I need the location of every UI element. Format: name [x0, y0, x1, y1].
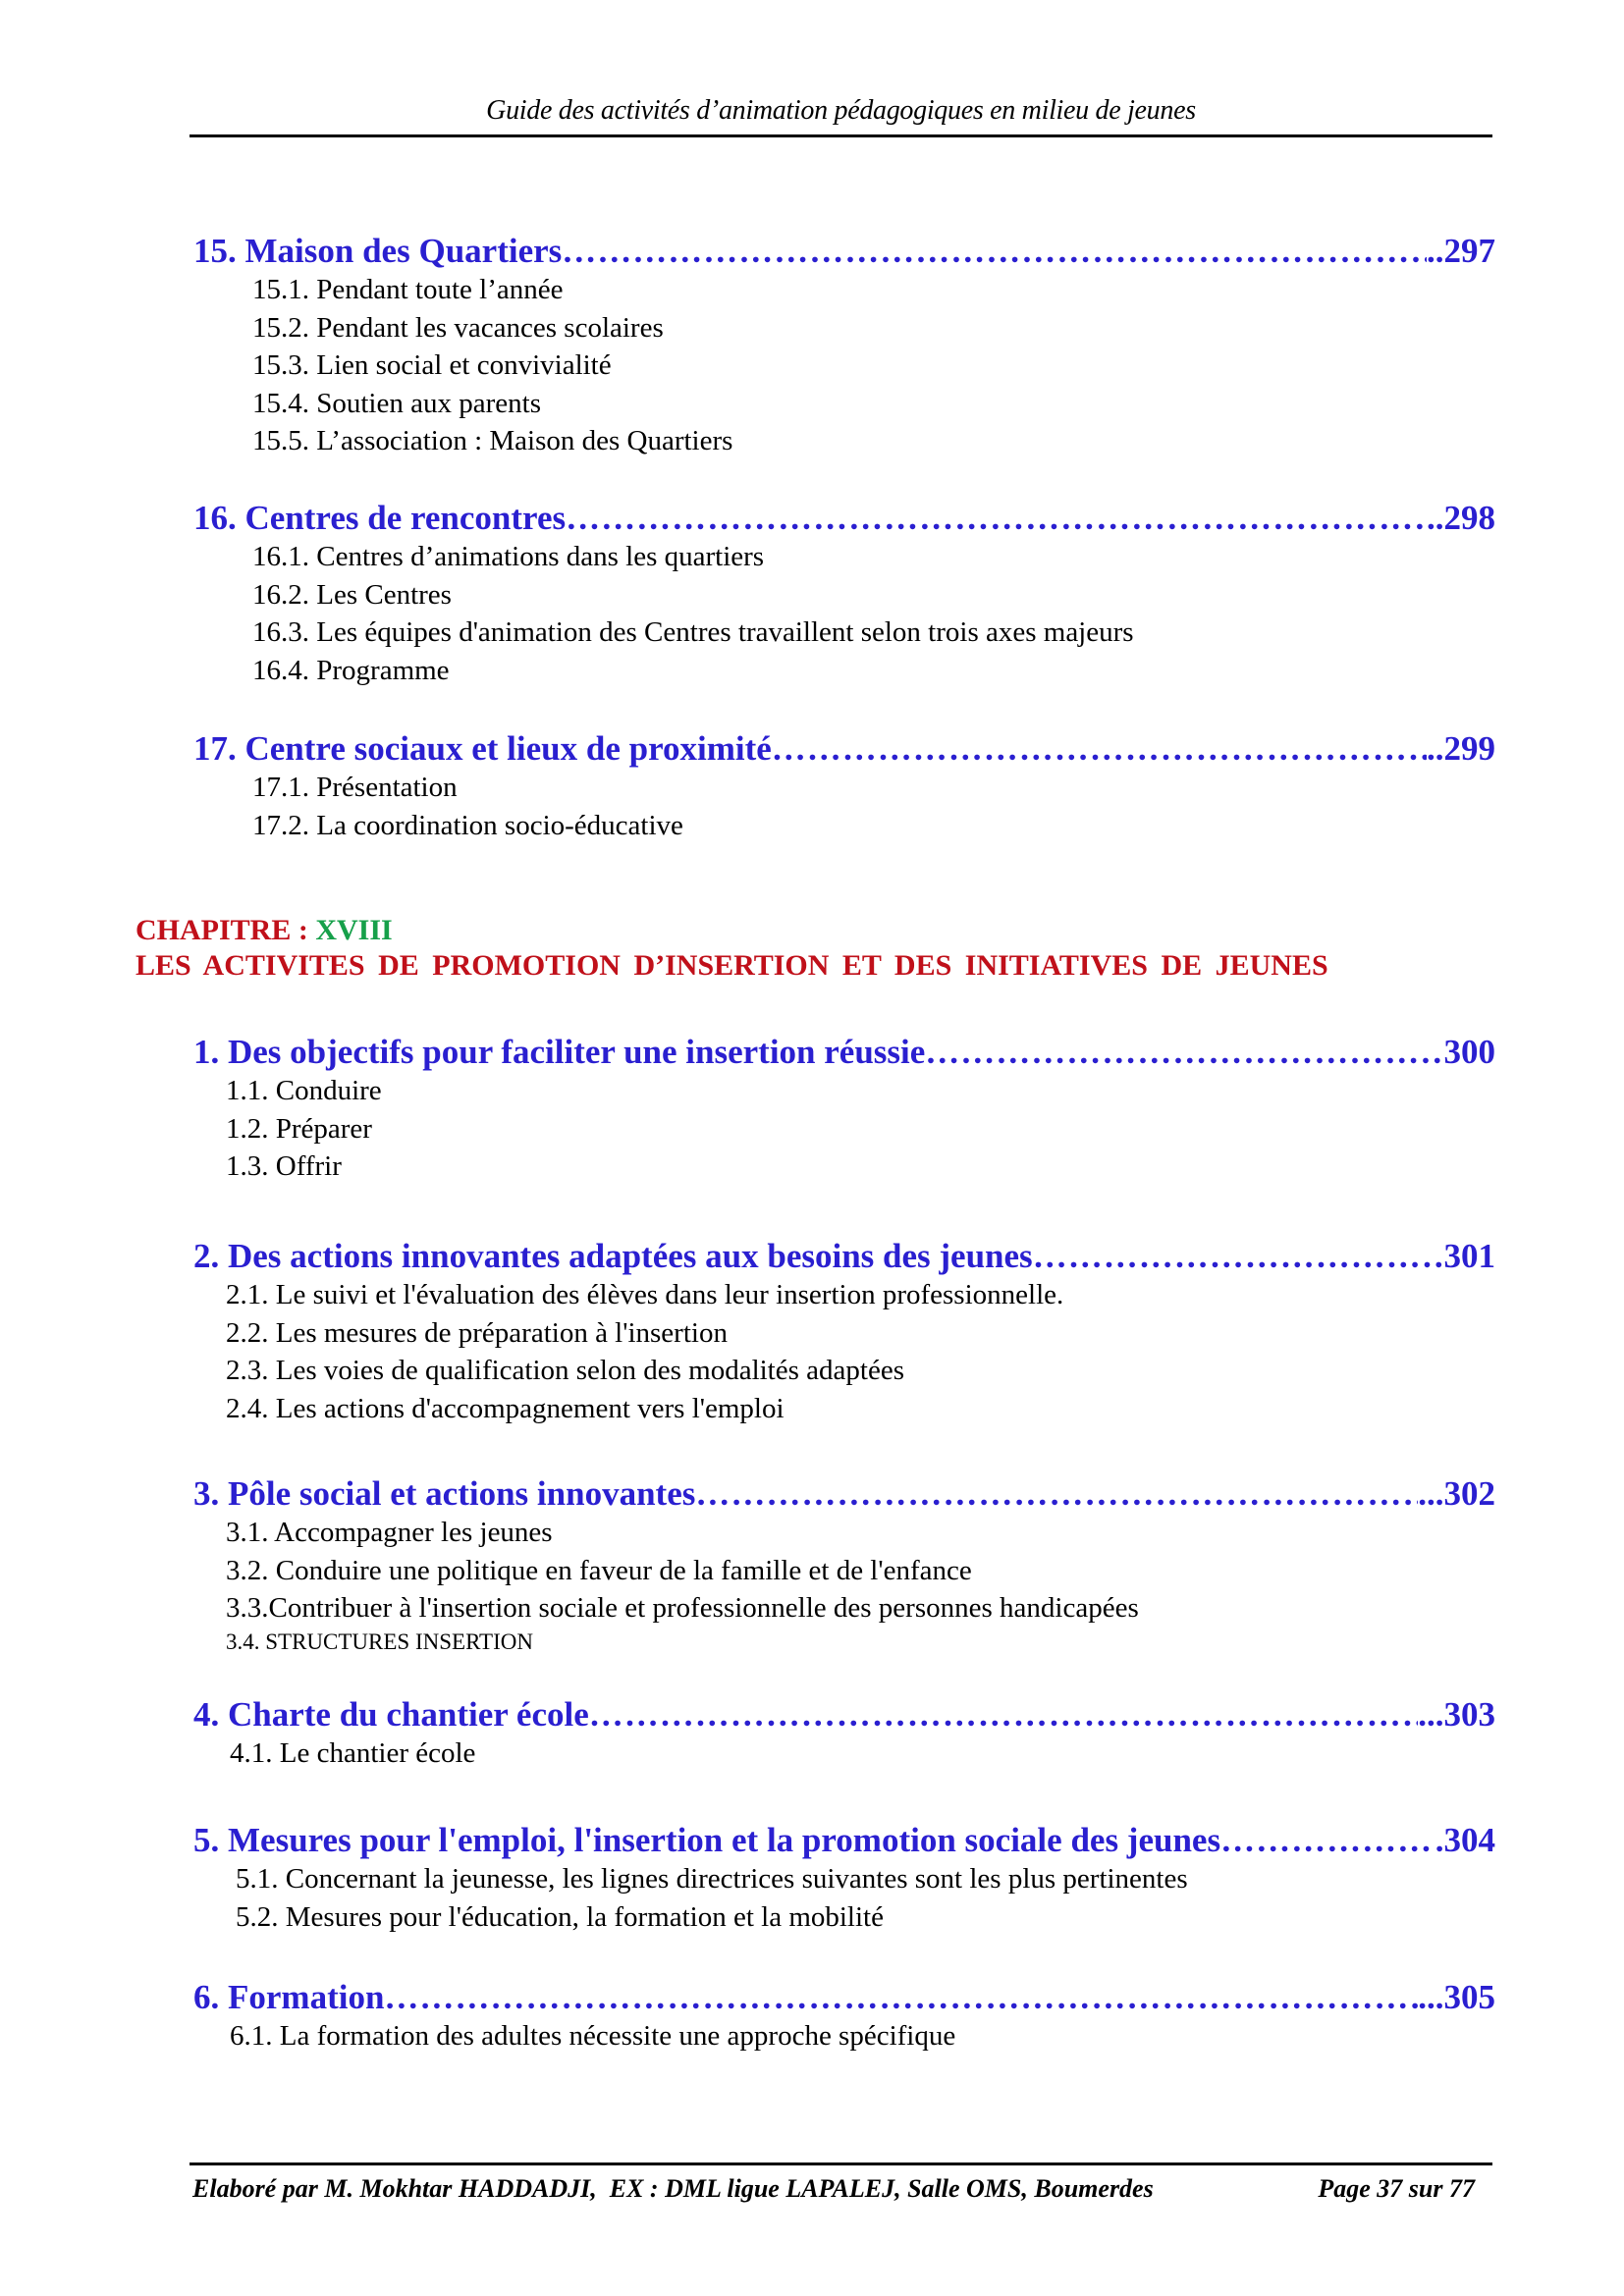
chapter-number: XVIII [315, 914, 393, 946]
footer-author: Elaboré par M. Mokhtar HADDADJI, EX : DML ligue LAPALEJ, Salle OMS, Boumerdes [192, 2174, 1154, 2203]
dot-leader [566, 499, 1427, 538]
toc-subitem[interactable]: 3.2. Conduire une politique en faveur de la famille et de l'enfance [226, 1554, 972, 1586]
toc-section-5 [193, 1821, 1495, 1936]
toc-section-16 [193, 499, 1495, 689]
toc-heading-title: 5. Mesures pour l'emploi, l'insertion et la promotion sociale des jeunes [193, 1821, 1221, 1859]
toc-subitem[interactable]: 15.4. Soutien aux parents [252, 387, 541, 419]
toc-subitems [252, 271, 1495, 460]
toc-subitems [252, 769, 1495, 844]
toc-heading-title: 2. Des actions innovantes adaptées aux besoins des jeunes [193, 1237, 1033, 1275]
toc-page-number: ...302 [1418, 1474, 1495, 1513]
toc-subitem[interactable]: 15.1. Pendant toute l’année [252, 274, 564, 305]
toc-section-2 [193, 1237, 1495, 1427]
toc-subitems [230, 1735, 1495, 1773]
toc-subitems [230, 2017, 1495, 2056]
toc-subitem[interactable]: 3.4. STRUCTURES INSERTION [226, 1629, 533, 1654]
header-divider [189, 134, 1492, 137]
toc-subitem[interactable]: 1.3. Offrir [226, 1150, 342, 1182]
chapter-heading [135, 913, 1500, 984]
toc-subitem[interactable]: 16.1. Centres d’animations dans les quartiers [252, 541, 765, 572]
toc-heading-title: 15. Maison des Quartiers [193, 232, 563, 270]
toc-subitem[interactable]: 1.1. Conduire [226, 1075, 382, 1106]
toc-page-number: .304 [1435, 1821, 1495, 1859]
toc-subitems [226, 1514, 1495, 1657]
toc-subitem[interactable]: 3.3.Contribuer à l'insertion sociale et professionnelle des personnes handicapées [226, 1592, 1139, 1624]
toc-subitem[interactable]: 5.2. Mesures pour l'éducation, la formation et la mobilité [236, 1900, 884, 1933]
toc-subitem[interactable]: 4.1. Le chantier école [230, 1737, 476, 1769]
toc-subitem[interactable]: 2.1. Le suivi et l'évaluation des élèves dans leur insertion professionnelle. [226, 1279, 1064, 1310]
toc-subitem[interactable]: 3.1. Accompagner les jeunes [226, 1517, 553, 1548]
footer-divider [189, 2163, 1492, 2165]
dot-leader [772, 729, 1427, 769]
toc-page-number: ..297 [1427, 232, 1495, 270]
toc-section-17 [193, 729, 1495, 844]
toc-page-number: ..298 [1427, 499, 1495, 537]
toc-subitem[interactable]: 17.1. Présentation [252, 772, 458, 803]
toc-subitem[interactable]: 5.1. Concernant la jeunesse, les lignes directrices suivantes sont les plus pertinentes [236, 1863, 1188, 1895]
toc-subitems [236, 1860, 1495, 1936]
dot-leader [695, 1474, 1418, 1514]
toc-heading-title: 3. Pôle social et actions innovantes [193, 1474, 696, 1513]
toc-heading-title: 1. Des objectifs pour faciliter une insertion réussie [193, 1033, 926, 1071]
toc-heading-title: 17. Centre sociaux et lieux de proximité [193, 729, 772, 768]
toc-subitem[interactable]: 16.4. Programme [252, 654, 450, 686]
toc-heading[interactable] [193, 1474, 1495, 1514]
dot-leader [1220, 1821, 1435, 1860]
page-footer [192, 2173, 1489, 2205]
toc-subitem[interactable]: 17.2. La coordination socio-éducative [252, 809, 683, 841]
toc-page-number: ..299 [1427, 729, 1495, 768]
toc-subitems [226, 1276, 1495, 1427]
toc-section-1 [193, 1033, 1495, 1186]
toc-subitem[interactable]: 15.3. Lien social et convivialité [252, 349, 612, 381]
toc-subitem[interactable]: 16.3. Les équipes d'animation des Centres travaillent selon trois axes majeurs [252, 616, 1134, 648]
toc-subitem[interactable]: 16.2. Les Centres [252, 578, 452, 611]
toc-subitem[interactable]: 15.5. L’association : Maison des Quartiers [252, 425, 733, 456]
toc-heading[interactable] [193, 1237, 1495, 1276]
dot-leader [562, 232, 1427, 271]
toc-subitems [252, 538, 1495, 689]
toc-page-number: ...305 [1418, 1978, 1495, 2016]
toc-section-15 [193, 232, 1495, 460]
toc-subitems [226, 1072, 1495, 1186]
toc-subitem[interactable]: 6.1. La formation des adultes nécessite une approche spécifique [230, 2020, 956, 2052]
toc-subitem[interactable]: 2.4. Les actions d'accompagnement vers l'emploi [226, 1392, 785, 1424]
dot-leader [925, 1033, 1443, 1072]
toc-section-4 [193, 1695, 1495, 1773]
page-number: Page 37 sur 77 [1318, 2174, 1475, 2203]
dot-leader [1033, 1237, 1444, 1276]
toc-heading-title: 16. Centres de rencontres [193, 499, 567, 537]
toc-heading[interactable] [193, 1695, 1495, 1735]
toc-heading[interactable] [193, 232, 1495, 271]
toc-heading[interactable] [193, 1033, 1495, 1072]
toc-heading[interactable] [193, 1821, 1495, 1860]
toc-page-number: 300 [1443, 1033, 1495, 1071]
toc-section-3 [193, 1474, 1495, 1657]
toc-page-number: ...303 [1418, 1695, 1495, 1734]
toc-heading[interactable] [193, 499, 1495, 538]
toc-heading[interactable] [193, 1978, 1495, 2017]
toc-section-6 [193, 1978, 1495, 2056]
chapter-label-line [135, 913, 1500, 948]
toc-page-number: 301 [1443, 1237, 1495, 1275]
toc-subitem[interactable]: 1.2. Préparer [226, 1112, 372, 1145]
running-header: Guide des activités d’animation pédagogiques en milieu de jeunes [486, 95, 1196, 126]
toc-subitem[interactable]: 2.2. Les mesures de préparation à l'insertion [226, 1316, 728, 1349]
dot-leader [384, 1978, 1418, 2017]
chapter-label: CHAPITRE : [135, 914, 316, 946]
toc-heading[interactable] [193, 729, 1495, 769]
toc-heading-title: 6. Formation [193, 1978, 385, 2016]
dot-leader [589, 1695, 1418, 1735]
toc-heading-title: 4. Charte du chantier école [193, 1695, 589, 1734]
toc-subitem[interactable]: 2.3. Les voies de qualification selon des modalités adaptées [226, 1355, 904, 1386]
toc-subitem[interactable]: 15.2. Pendant les vacances scolaires [252, 311, 664, 344]
chapter-title: LES ACTIVITES DE PROMOTION D’INSERTION ET DES INITIATIVES DE JEUNES [135, 949, 1328, 982]
